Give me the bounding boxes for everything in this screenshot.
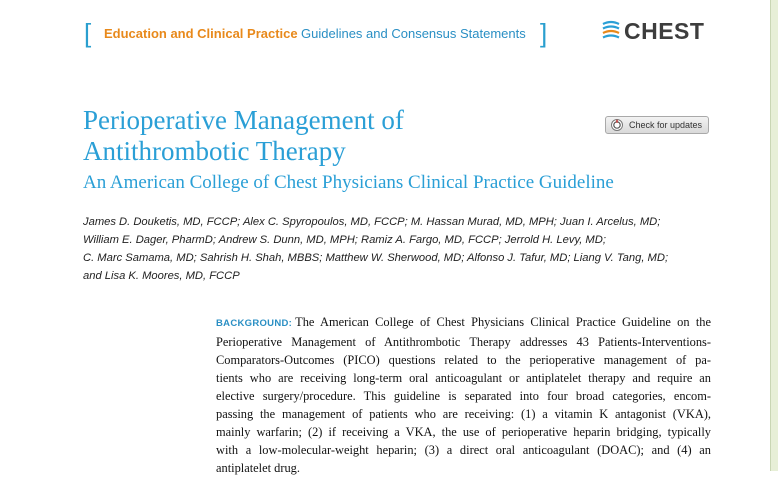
- abstract-first-line-text: The American College of Chest Physicians Clinical Practice Guideline on the: [295, 315, 711, 329]
- abstract-line: elective surgery/procedure. This guideline is separated into four broad categories, encom-: [216, 389, 711, 403]
- journal-header: [0, 0, 769, 60]
- author-line: William E. Dager, PharmD; Andrew S. Dunn, MD, MPH; Ramiz A. Fargo, MD, FCCP; Jerrold H. Levy, MD;: [83, 234, 606, 246]
- abstract-line: [216, 313, 711, 333]
- header-bracket-open: [: [84, 18, 92, 48]
- article-title-line: Perioperative Management of: [83, 105, 404, 135]
- chest-logo[interactable]: [601, 16, 704, 46]
- header-category-link[interactable]: Education and Clinical Practice: [104, 26, 298, 41]
- page-edge-rule: [770, 0, 778, 471]
- abstract-line: Perioperative Management of Antithrombotic Therapy addresses 43 Patients-Interventions-: [216, 335, 711, 349]
- check-for-updates-button[interactable]: [605, 116, 709, 134]
- check-updates-icon: [611, 119, 623, 131]
- abstract-section-label: BACKGROUND:: [216, 318, 293, 329]
- check-for-updates-label: Check for updates: [629, 120, 703, 130]
- chest-logo-icon: [601, 20, 621, 42]
- abstract-line: antiplatelet drug.: [216, 461, 300, 475]
- chest-logo-text: CHEST: [624, 18, 705, 44]
- article-subtitle: An American College of Chest Physicians Clinical Practice Guideline: [83, 172, 614, 193]
- header-bracket-close: ]: [540, 18, 548, 48]
- abstract-line: mainly warfarin; (2) if receiving a VKA, the use of perioperative heparin bridging, typically: [216, 425, 711, 439]
- article-title-line: Antithrombotic Therapy: [83, 136, 346, 166]
- author-line: C. Marc Samama, MD; Sahrish H. Shah, MBBS; Matthew W. Sherwood, MD; Alfonso J. Tafur, MD; Liang V. Tang, MD;: [83, 252, 669, 264]
- abstract-line: passing the management of patients who are receiving: (1) a vitamin K antagonist (VKA),: [216, 407, 711, 421]
- abstract-line: with a low-molecular-weight heparin; (3) a direct oral anticoagulant (DOAC); and (4) an: [216, 443, 711, 457]
- abstract-line: Comparators-Outcomes (PICO) questions related to the perioperative management of pa-: [216, 353, 711, 367]
- abstract-background: [216, 313, 711, 477]
- author-line: and Lisa K. Moores, MD, FCCP: [83, 270, 240, 282]
- header-section-link[interactable]: Guidelines and Consensus Statements: [301, 26, 526, 41]
- abstract-line: tients who are receiving long-term oral anticoagulant or antiplatelet therapy and require an: [216, 371, 711, 385]
- author-list: [83, 213, 668, 285]
- article-title: [83, 105, 404, 167]
- author-line: James D. Douketis, MD, FCCP; Alex C. Spyropoulos, MD, FCCP; M. Hassan Murad, MD, MPH; Juan I. Arcelus, MD;: [83, 216, 661, 228]
